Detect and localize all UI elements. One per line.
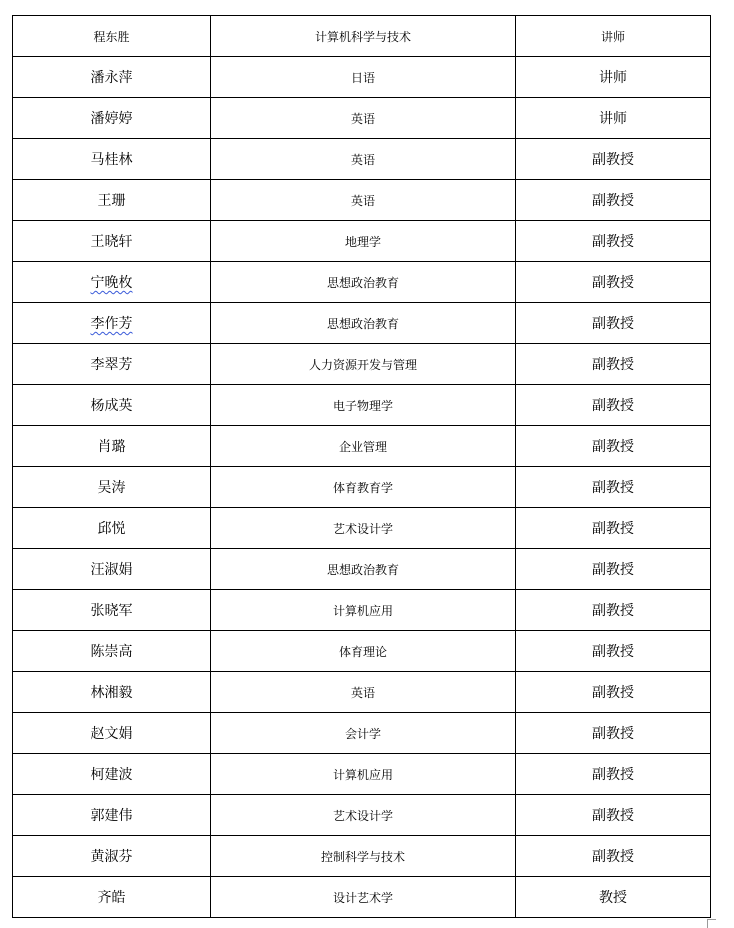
table-row: [13, 713, 711, 754]
table-row: [13, 57, 711, 98]
table-row: [13, 631, 711, 672]
name-cell: 汪淑娟: [13, 549, 211, 590]
major-cell: 英语: [211, 180, 516, 221]
major-cell: 企业管理: [211, 426, 516, 467]
name-cell: 陈崇高: [13, 631, 211, 672]
name-cell: 王晓轩: [13, 221, 211, 262]
table-row: [13, 262, 711, 303]
title-cell: 讲师: [516, 57, 711, 98]
major-cell: 计算机科学与技术: [211, 16, 516, 57]
name-cell: 潘婷婷: [13, 98, 211, 139]
major-cell: 体育教育学: [211, 467, 516, 508]
table-row: [13, 508, 711, 549]
title-cell: 副教授: [516, 631, 711, 672]
title-cell: 讲师: [516, 98, 711, 139]
name-cell: 程东胜: [13, 16, 211, 57]
title-cell: 副教授: [516, 672, 711, 713]
table-row: [13, 303, 711, 344]
title-cell: 副教授: [516, 426, 711, 467]
title-cell: 副教授: [516, 262, 711, 303]
title-cell: 副教授: [516, 795, 711, 836]
major-cell: 日语: [211, 57, 516, 98]
title-cell: 副教授: [516, 549, 711, 590]
name-cell: 林湘毅: [13, 672, 211, 713]
title-cell: 副教授: [516, 344, 711, 385]
major-cell: 人力资源开发与管理: [211, 344, 516, 385]
major-cell: 艺术设计学: [211, 795, 516, 836]
name-cell: 王珊: [13, 180, 211, 221]
title-cell: 副教授: [516, 754, 711, 795]
spellcheck-flagged-name: 宁晚枚: [90, 275, 133, 291]
table-row: [13, 16, 711, 57]
table-row: [13, 672, 711, 713]
name-cell: [13, 262, 211, 303]
page-corner-mark: [707, 919, 716, 928]
spellcheck-flagged-name: 李作芳: [90, 316, 133, 332]
major-cell: 艺术设计学: [211, 508, 516, 549]
major-cell: 控制科学与技术: [211, 836, 516, 877]
title-cell: 教授: [516, 877, 711, 918]
name-cell: 齐皓: [13, 877, 211, 918]
title-cell: 副教授: [516, 467, 711, 508]
name-cell: [13, 303, 211, 344]
table-row: [13, 590, 711, 631]
title-cell: 副教授: [516, 508, 711, 549]
major-cell: 地理学: [211, 221, 516, 262]
name-cell: 黄淑芬: [13, 836, 211, 877]
table-row: [13, 549, 711, 590]
faculty-table: [12, 15, 711, 918]
table-row: [13, 877, 711, 918]
major-cell: 体育理论: [211, 631, 516, 672]
major-cell: 会计学: [211, 713, 516, 754]
table-row: [13, 795, 711, 836]
major-cell: 英语: [211, 139, 516, 180]
name-cell: 肖璐: [13, 426, 211, 467]
name-cell: 郭建伟: [13, 795, 211, 836]
major-cell: 思想政治教育: [211, 303, 516, 344]
table-row: [13, 836, 711, 877]
name-cell: 赵文娟: [13, 713, 211, 754]
name-cell: 张晓军: [13, 590, 211, 631]
title-cell: 讲师: [516, 16, 711, 57]
name-cell: 马桂林: [13, 139, 211, 180]
title-cell: 副教授: [516, 385, 711, 426]
table-row: [13, 467, 711, 508]
table-row: [13, 426, 711, 467]
table-row: [13, 344, 711, 385]
name-cell: 柯建波: [13, 754, 211, 795]
title-cell: 副教授: [516, 590, 711, 631]
table-row: [13, 385, 711, 426]
title-cell: 副教授: [516, 180, 711, 221]
major-cell: 计算机应用: [211, 754, 516, 795]
name-cell: 邱悦: [13, 508, 211, 549]
title-cell: 副教授: [516, 303, 711, 344]
table-row: [13, 139, 711, 180]
title-cell: 副教授: [516, 713, 711, 754]
table-row: [13, 754, 711, 795]
title-cell: 副教授: [516, 139, 711, 180]
table-row: [13, 221, 711, 262]
name-cell: 李翠芳: [13, 344, 211, 385]
table-row: [13, 98, 711, 139]
major-cell: 英语: [211, 672, 516, 713]
major-cell: 英语: [211, 98, 516, 139]
major-cell: 思想政治教育: [211, 262, 516, 303]
name-cell: 吴涛: [13, 467, 211, 508]
major-cell: 思想政治教育: [211, 549, 516, 590]
title-cell: 副教授: [516, 836, 711, 877]
name-cell: 杨成英: [13, 385, 211, 426]
table-row: [13, 180, 711, 221]
title-cell: 副教授: [516, 221, 711, 262]
major-cell: 电子物理学: [211, 385, 516, 426]
major-cell: 计算机应用: [211, 590, 516, 631]
major-cell: 设计艺术学: [211, 877, 516, 918]
name-cell: 潘永萍: [13, 57, 211, 98]
